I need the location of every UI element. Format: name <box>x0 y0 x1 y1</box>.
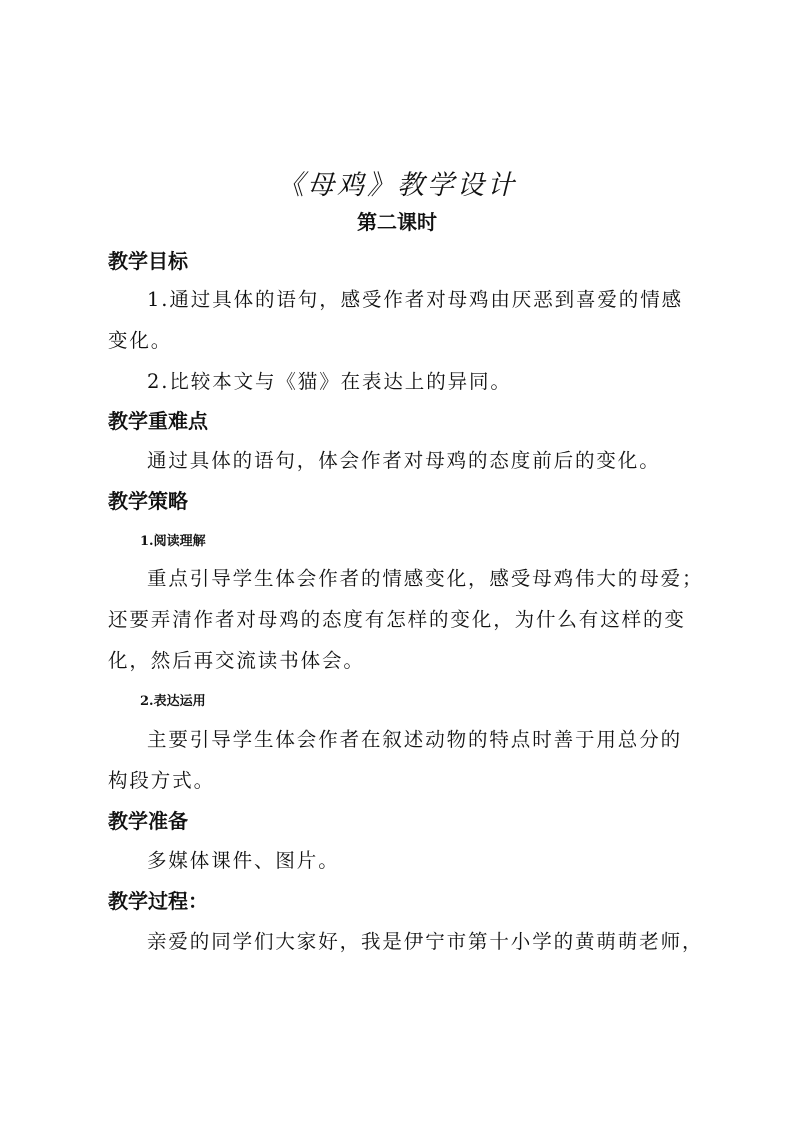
section-heading-strategy: 教学策略 <box>108 489 188 513</box>
strategy-1-line-1: 重点引导学生体会作者的情感变化，感受母鸡伟大的母爱； <box>147 567 704 590</box>
goal-item-2: 2.比较本文与《猫》在表达上的异同。 <box>147 370 512 393</box>
strategy-1-line-3: 化，然后再交流读书体会。 <box>108 649 365 672</box>
section-heading-goals: 教学目标 <box>108 249 188 273</box>
strategy-subheading-1: 1.阅读理解 <box>140 534 206 549</box>
goal-item-1-line-1: 1.通过具体的语句，感受作者对母鸡由厌恶到喜爱的情感 <box>147 288 684 311</box>
process-line-1: 亲爱的同学们大家好，我是伊宁市第十小学的黄萌萌老师， <box>147 930 704 953</box>
strategy-1-line-2: 还要弄清作者对母鸡的态度有怎样的变化，为什么有这样的变 <box>108 608 686 631</box>
section-heading-prep: 教学准备 <box>108 809 188 833</box>
document-title: 《母鸡》教学设计 <box>277 170 517 201</box>
section-heading-process: 教学过程： <box>108 889 208 913</box>
goal-item-1-line-2: 变化。 <box>108 329 173 352</box>
strategy-2-line-1: 主要引导学生体会作者在叙述动物的特点时善于用总分的 <box>147 728 683 751</box>
strategy-2-line-2: 构段方式。 <box>108 769 216 792</box>
strategy-subheading-2: 2.表达运用 <box>140 694 206 709</box>
section-heading-key-points: 教学重难点 <box>108 409 208 433</box>
key-points-text: 通过具体的语句，体会作者对母鸡的态度前后的变化。 <box>147 449 661 472</box>
document-subtitle: 第二课时 <box>357 210 437 234</box>
prep-text: 多媒体课件、图片。 <box>147 849 340 872</box>
